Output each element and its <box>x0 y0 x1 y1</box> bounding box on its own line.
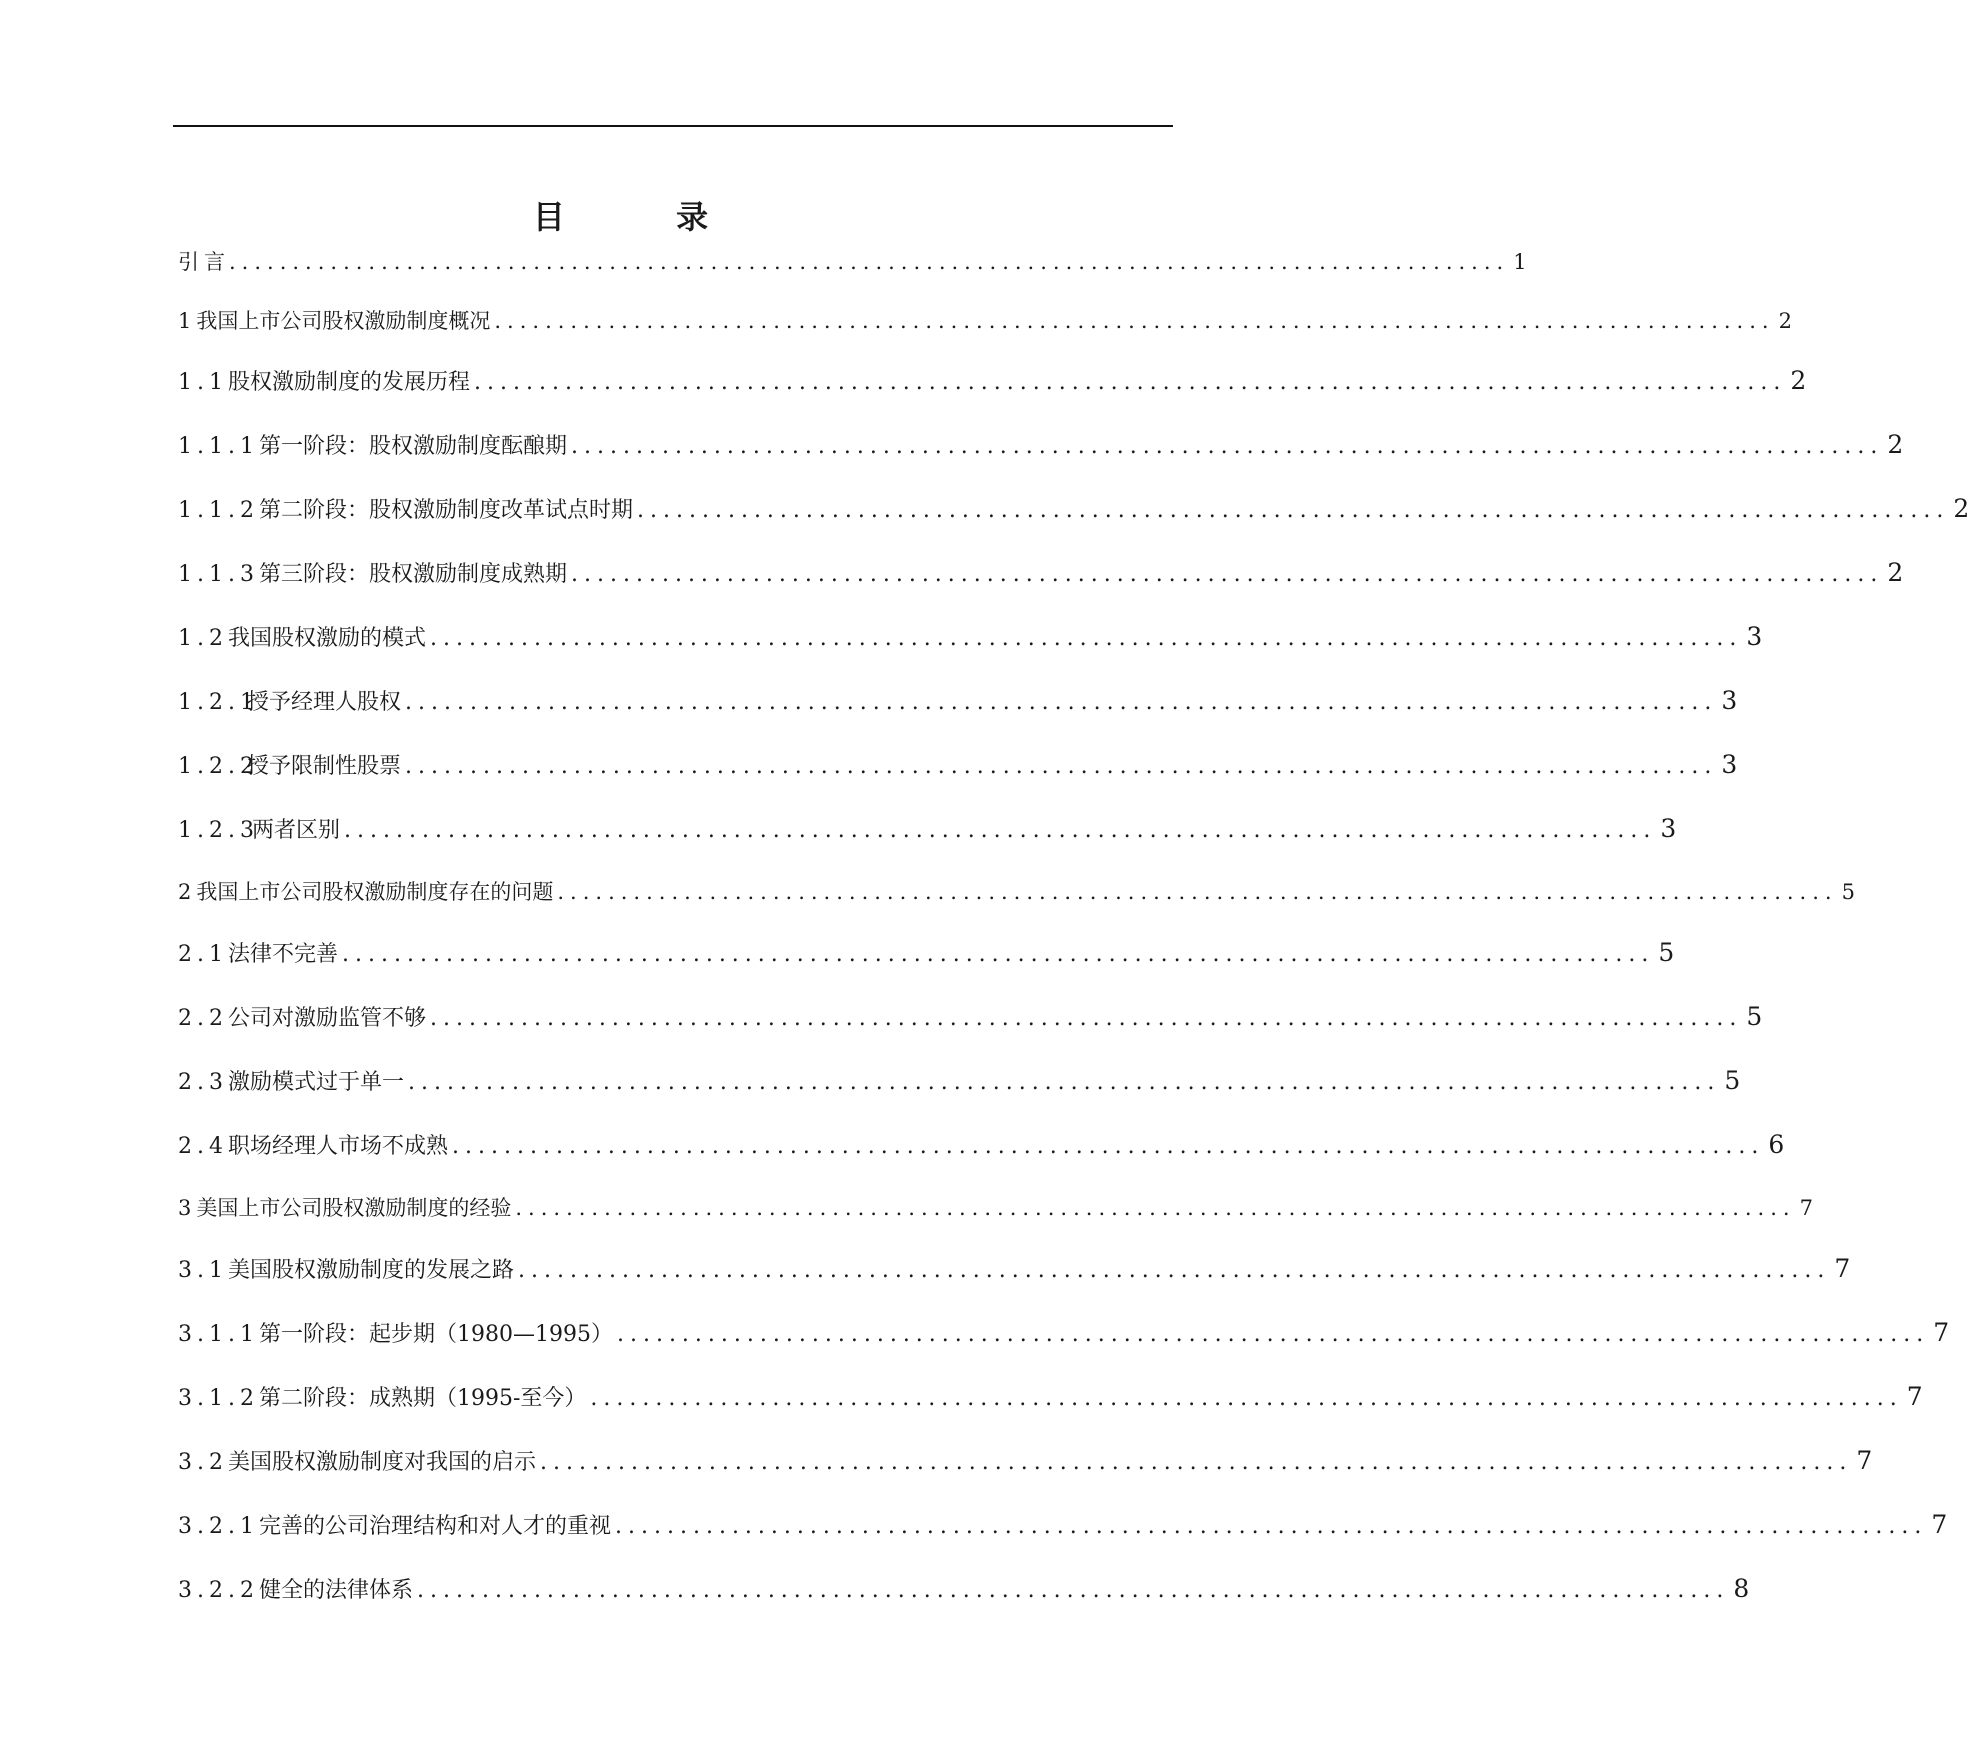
toc-entry-3-1-2[interactable] <box>178 1381 1923 1412</box>
toc-leader-dots: ..................................................................................................... <box>452 1134 1765 1159</box>
toc-entry-1-2[interactable] <box>178 621 1763 652</box>
toc-entry-1-1-1[interactable] <box>178 429 1904 460</box>
toc-leader-dots: ..................................................................................................... <box>637 498 1950 523</box>
toc-leader-dots: ..................................................................................................... <box>616 1322 1930 1347</box>
toc-entry-number: 引 <box>178 250 204 274</box>
toc-entry-3-2-2[interactable] <box>178 1573 1750 1604</box>
toc-entry-text: 美国上市公司股权激励制度的经验 <box>196 1196 512 1220</box>
toc-entry-number: 2.2 <box>178 1006 228 1031</box>
toc-entry-text: 授予限制性股票 <box>247 754 402 779</box>
toc-entry-page: 7 <box>1856 1446 1873 1475</box>
toc-entry-1-2-2[interactable] <box>178 749 1738 780</box>
toc-entry-3-1[interactable] <box>178 1253 1851 1284</box>
toc-entry-page: 7 <box>1799 1196 1813 1220</box>
toc-leader-dots: ..................................................................................................... <box>408 1070 1721 1095</box>
toc-entry-number: 1.2.2 <box>178 754 259 779</box>
toc-entry-page: 7 <box>1933 1318 1950 1347</box>
toc-leader-dots: ..................................................................................................... <box>344 818 1657 843</box>
toc-entry-number: 1.2.1 <box>178 690 259 715</box>
toc-entry-number: 3.1.2 <box>178 1386 259 1411</box>
toc-entry-page: 5 <box>1658 938 1675 967</box>
toc-leader-dots: ..................................................................................................... <box>405 754 1718 779</box>
toc-entry-number: 3.2 <box>178 1450 228 1475</box>
toc-entry-intro[interactable] <box>178 246 1527 276</box>
toc-entry-text: 授予经理人股权 <box>247 690 402 715</box>
toc-entry-text: 我国上市公司股权激励制度概况 <box>196 309 491 333</box>
toc-entry-page: 2 <box>1953 494 1969 523</box>
toc-entry-text: 美国股权激励制度对我国的启示 <box>228 1450 537 1475</box>
toc-entry-page: 7 <box>1834 1254 1851 1283</box>
toc-entry-text: 第三阶段：股权激励制度成熟期 <box>258 562 567 587</box>
toc-entry-text: 我国上市公司股权激励制度存在的问题 <box>196 880 554 904</box>
toc-entry-number: 2.3 <box>178 1070 228 1095</box>
toc-leader-dots: ..................................................................................................... <box>518 1258 1831 1283</box>
toc-entry-2-1[interactable] <box>178 937 1675 968</box>
toc-entry-page: 5 <box>1841 880 1855 904</box>
toc-title: 目 录 <box>532 198 759 236</box>
toc-leader-dots: ..................................................................................................... <box>229 250 1510 274</box>
toc-entry-chapter-3[interactable] <box>178 1192 1813 1222</box>
toc-entry-number: 3.1 <box>178 1258 228 1283</box>
toc-entry-2-2[interactable] <box>178 1001 1763 1032</box>
toc-entry-text: 公司对激励监管不够 <box>228 1006 427 1031</box>
toc-entry-number: 1.1 <box>178 370 228 395</box>
toc-leader-dots: ..................................................................................................... <box>515 1196 1796 1220</box>
toc-leader-dots: ..................................................................................................... <box>571 434 1884 459</box>
toc-entry-number: 1 <box>178 309 197 333</box>
toc-entry-page: 2 <box>1790 366 1807 395</box>
toc-leader-dots: ..................................................................................................... <box>540 1450 1853 1475</box>
toc-leader-dots: ..................................................................................................... <box>417 1578 1730 1603</box>
toc-entry-1-1[interactable] <box>178 365 1807 396</box>
toc-entry-text: 第二阶段：股权激励制度改革试点时期 <box>258 498 633 523</box>
toc-entry-number: 2 <box>178 880 197 904</box>
toc-entry-page: 6 <box>1768 1130 1785 1159</box>
header-rule <box>173 125 1173 127</box>
toc-entry-page: 2 <box>1887 430 1904 459</box>
toc-entry-number: 3 <box>178 1196 197 1220</box>
toc-entry-page: 3 <box>1660 814 1677 843</box>
toc-entry-text: 言 <box>204 250 225 274</box>
toc-entry-number: 1.2.3 <box>178 818 259 843</box>
toc-entry-page: 7 <box>1906 1382 1923 1411</box>
toc-entry-chapter-1[interactable] <box>178 305 1792 335</box>
toc-leader-dots: ..................................................................................................... <box>474 370 1787 395</box>
toc-entry-text: 两者区别 <box>252 818 341 843</box>
toc-entry-text: 第二阶段：成熟期（1995-至今） <box>258 1386 587 1411</box>
toc-entry-1-1-3[interactable] <box>178 557 1904 588</box>
toc-entry-page: 3 <box>1721 686 1738 715</box>
toc-entry-text: 完善的公司治理结构和对人才的重视 <box>258 1514 611 1539</box>
toc-entry-page: 5 <box>1724 1066 1741 1095</box>
toc-entry-text: 职场经理人市场不成熟 <box>228 1134 449 1159</box>
toc-entry-number: 3.1.1 <box>178 1322 259 1347</box>
toc-entry-3-2[interactable] <box>178 1445 1873 1476</box>
toc-entry-text: 健全的法律体系 <box>258 1578 413 1603</box>
toc-leader-dots: ..................................................................................................... <box>590 1386 1903 1411</box>
toc-entry-1-2-1[interactable] <box>178 685 1738 716</box>
toc-entry-number: 2.1 <box>178 942 228 967</box>
toc-entry-3-1-1[interactable] <box>178 1317 1950 1348</box>
toc-leader-dots: ..................................................................................................... <box>342 942 1655 967</box>
toc-entry-number: 1.1.3 <box>178 562 259 587</box>
toc-leader-dots: ..................................................................................................... <box>405 690 1718 715</box>
toc-leader-dots: ..................................................................................................... <box>571 562 1884 587</box>
toc-leader-dots: ..................................................................................................... <box>430 1006 1743 1031</box>
toc-entry-chapter-2[interactable] <box>178 876 1855 906</box>
toc-entry-number: 3.2.1 <box>178 1514 259 1539</box>
toc-entry-3-2-1[interactable] <box>178 1509 1948 1540</box>
toc-entry-1-2-3[interactable] <box>178 813 1677 844</box>
toc-entry-number: 1.1.2 <box>178 498 259 523</box>
toc-entry-page: 2 <box>1778 309 1792 333</box>
toc-entry-1-1-2[interactable] <box>178 493 1969 524</box>
toc-entry-page: 3 <box>1721 750 1738 779</box>
toc-entry-text: 我国股权激励的模式 <box>228 626 427 651</box>
toc-leader-dots: ..................................................................................................... <box>430 626 1743 651</box>
toc-entry-text: 激励模式过于单一 <box>228 1070 405 1095</box>
toc-entry-page: 7 <box>1931 1510 1948 1539</box>
toc-entry-text: 法律不完善 <box>228 942 339 967</box>
toc-entry-2-4[interactable] <box>178 1129 1785 1160</box>
toc-entry-number: 1.1.1 <box>178 434 259 459</box>
toc-entry-2-3[interactable] <box>178 1065 1741 1096</box>
toc-entry-text: 股权激励制度的发展历程 <box>228 370 471 395</box>
toc-entry-page: 3 <box>1746 622 1763 651</box>
toc-leader-dots: ..................................................................................................... <box>557 880 1838 904</box>
toc-entry-page: 2 <box>1887 558 1904 587</box>
toc-entry-page: 1 <box>1513 250 1527 274</box>
toc-entry-number: 1.2 <box>178 626 228 651</box>
toc-entry-text: 美国股权激励制度的发展之路 <box>228 1258 515 1283</box>
toc-entry-text: 第一阶段：起步期（1980—1995） <box>258 1322 613 1347</box>
toc-entry-page: 8 <box>1733 1574 1750 1603</box>
toc-leader-dots: ..................................................................................................... <box>615 1514 1928 1539</box>
toc-leader-dots: ..................................................................................................... <box>494 309 1775 333</box>
toc-entry-number: 3.2.2 <box>178 1578 259 1603</box>
toc-entry-number: 2.4 <box>178 1134 228 1159</box>
toc-entry-text: 第一阶段：股权激励制度酝酿期 <box>258 434 567 459</box>
toc-entry-page: 5 <box>1746 1002 1763 1031</box>
